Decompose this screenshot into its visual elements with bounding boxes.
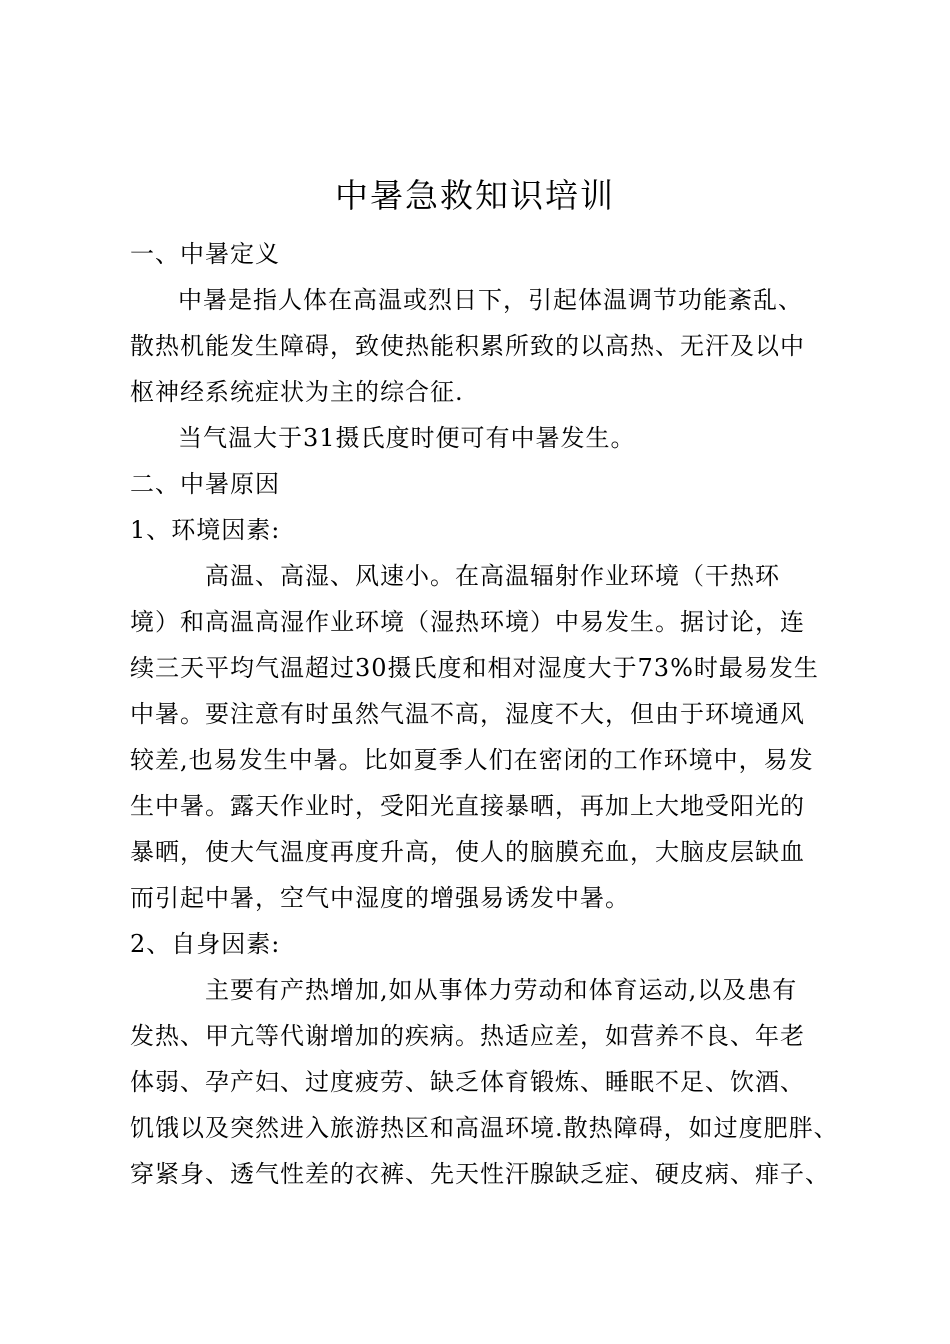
paragraph-line: 穿紧身、透气性差的衣裤、先天性汗腺缺乏症、硬皮病、痱子、 [130,1160,830,1188]
paragraph-line: 枢神经系统症状为主的综合征. [130,378,464,406]
paragraph-line: 散热机能发生障碍，致使热能积累所致的以高热、无汗及以中 [130,332,805,360]
paragraph-line: 生中暑。露天作业时，受阳光直接暴晒，再加上大地受阳光的 [130,792,805,820]
subsection-heading-personal: 2、自身因素: [130,930,281,958]
paragraph-line: 境）和高温高湿作业环境（湿热环境）中易发生。据讨论，连 [130,608,805,636]
paragraph-line: 中暑是指人体在高温或烈日下，引起体温调节功能紊乱、 [178,286,803,314]
paragraph-line: 主要有产热增加,如从事体力劳动和体育运动,以及患有 [205,976,798,1004]
paragraph-line: 体弱、孕产妇、过度疲劳、缺乏体育锻炼、睡眠不足、饮酒、 [130,1068,805,1096]
paragraph-line: 当气温大于31摄氏度时便可有中暑发生。 [178,424,636,452]
paragraph-line: 较差,也易发生中暑。比如夏季人们在密闭的工作环境中，易发 [130,746,814,774]
paragraph-line: 续三天平均气温超过30摄氏度和相对湿度大于73%时最易发生 [130,654,819,682]
paragraph-line: 中暑。要注意有时虽然气温不高，湿度不大，但由于环境通风 [130,700,805,728]
section-heading-definition: 一、中暑定义 [130,240,280,268]
paragraph-line: 饥饿以及突然进入旅游热区和高温环境.散热障碍，如过度肥胖、 [130,1114,839,1142]
paragraph-line: 而引起中暑，空气中湿度的增强易诱发中暑。 [130,884,630,912]
subsection-heading-environment: 1、环境因素: [130,516,281,544]
paragraph-line: 高温、高湿、风速小。在高温辐射作业环境（干热环 [205,562,780,590]
paragraph-line: 发热、甲亢等代谢增加的疾病。热适应差，如营养不良、年老 [130,1022,805,1050]
section-heading-causes: 二、中暑原因 [130,470,280,498]
document-title: 中暑急救知识培训 [335,176,615,215]
paragraph-line: 暴晒，使大气温度再度升高，使人的脑膜充血，大脑皮层缺血 [130,838,805,866]
